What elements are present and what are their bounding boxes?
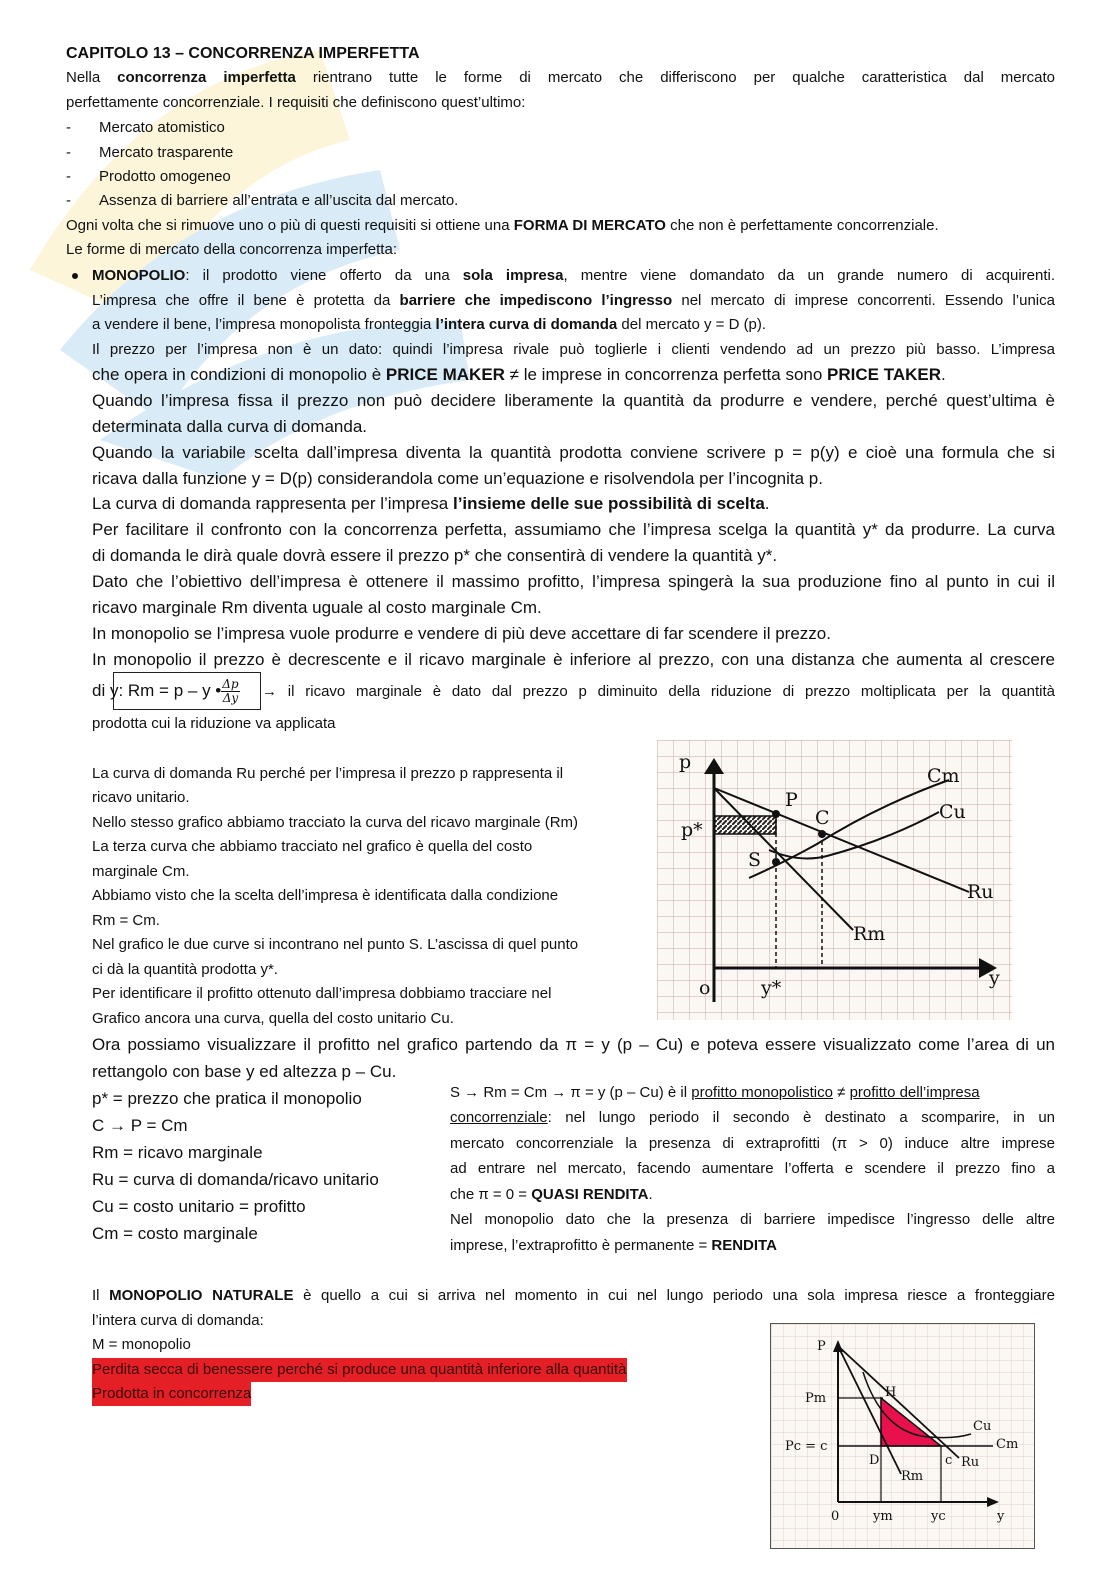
profit-box-line: che π = 0 = QUASI RENDITA.	[450, 1186, 653, 1203]
requirement-label: Mercato trasparente	[99, 144, 234, 161]
label-ym: ym	[873, 1509, 893, 1524]
graph-text-line: La terza curva che abbiamo tracciato nel grafico è quella del costo	[92, 838, 533, 855]
monopolio-line: prodotta cui la riduzione va applicata	[92, 715, 336, 732]
label-c: c	[945, 1453, 953, 1468]
label-origin: 0	[831, 1509, 840, 1524]
monopolio-line: ricavo marginale Rm diventa uguale al costo marginale Cm.	[92, 598, 542, 617]
monopolio-line: Quando la variabile scelta dall’impresa diventa la quantità prodotta conviene scrivere p = p(y) e cioè una formula che si	[92, 443, 1055, 462]
monopolio-line: In monopolio il prezzo è decrescente e il ricavo marginale è inferiore al prezzo, con una distanza che aumenta al crescere	[92, 650, 1055, 669]
requirement-label: Mercato atomistico	[99, 119, 225, 136]
label-point-p: P	[785, 789, 798, 811]
monopolio-line: In monopolio se l’impresa vuole produrre e vendere di più deve accettare di far scendere il prezzo.	[92, 624, 831, 643]
profit-line-1: Ora possiamo visualizzare il profitto nel grafico partendo da π = y (p – Cu) e poteva essere visualizzato come l’area di un	[92, 1035, 1055, 1054]
monopolio-line: che opera in condizioni di monopolio è PRICE MAKER ≠ le imprese in concorrenza perfetta sono PRICE TAKER.	[92, 365, 946, 384]
graph-text-line: ci dà la quantità prodotta y*.	[92, 961, 278, 978]
label-y-axis: y	[997, 1509, 1005, 1524]
deadweight-highlight: Prodotta in concorrenza	[92, 1382, 251, 1406]
natural-monopoly-line: Il MONOPOLIO NATURALE è quello a cui si arriva nel momento in cui nel lungo periodo una sola impresa riesce a fronteggiare	[92, 1287, 1055, 1304]
legend-item: Cm = costo marginale	[92, 1224, 258, 1243]
monopolio-line: a vendere il bene, l’impresa monopolista fronteggia l’intera curva di domanda del mercato y = D (p).	[92, 316, 767, 333]
deadweight-highlight: Perdita secca di benessere perché si produce una quantità inferiore alla quantità	[92, 1358, 627, 1382]
point-c	[818, 830, 826, 838]
graph-text-line: Nel grafico le due curve si incontrano nel punto S. L’ascissa di quel punto	[92, 936, 579, 953]
label-h: H	[885, 1385, 897, 1400]
label-point-s: S	[748, 849, 762, 871]
requirement-label: Prodotto omogeneo	[99, 168, 231, 185]
label-cu: Cu	[939, 801, 966, 823]
label-rm: Rm	[853, 923, 886, 945]
point-s	[772, 858, 780, 866]
profit-box-line: ad entrare nel mercato, facendo aumentare l’offerta e scendere il prezzo fino a	[450, 1160, 1055, 1177]
label-p-axis: P	[817, 1339, 826, 1354]
profit-box-line: mercato concorrenziale la presenza di extraprofitti (π > 0) induce altre imprese	[450, 1135, 1055, 1152]
label-point-c: C	[815, 807, 830, 829]
forms-intro: Le forme di mercato della concorrenza imperfetta:	[66, 241, 397, 258]
label-origin: o	[699, 977, 711, 999]
monopolio-line: Dato che l’obiettivo dell’impresa è ottenere il massimo profitto, l’impresa spingerà la sua produzione fino al punto in cui il	[92, 572, 1055, 591]
graph-text-line: Nello stesso grafico abbiamo tracciato la curva del ricavo marginale (Rm)	[92, 814, 579, 831]
label-ru: Ru	[961, 1455, 980, 1470]
formula-line: di y: Rm = p – y • $\frac{\Delta p}{\Delta y}$	[92, 677, 239, 705]
label-ystar: y*	[761, 977, 782, 999]
graph-text-line: marginale Cm.	[92, 863, 190, 880]
graph-text-line: Per identificare il profitto ottenuto dall’impresa dobbiamo tracciare nel	[92, 985, 552, 1002]
requirement-item: -	[66, 119, 71, 136]
graph-text-line: Abbiamo visto che la scelta dell’impresa è identificata dalla condizione	[92, 887, 559, 904]
legend-item: p* = prezzo che pratica il monopolio	[92, 1089, 362, 1108]
natural-monopoly-line: M = monopolio	[92, 1336, 191, 1353]
natural-monopoly-graph	[770, 1323, 1035, 1549]
label-p-axis: p	[679, 751, 692, 773]
monopolio-line: La curva di domanda rappresenta per l’impresa l’insieme delle sue possibilità di scelta.	[92, 494, 770, 513]
profit-box-line: imprese, l’extraprofitto è permanente = RENDITA	[450, 1237, 777, 1254]
requirement-item: -	[66, 144, 71, 161]
label-d: D	[869, 1453, 880, 1468]
label-rm: Rm	[901, 1469, 924, 1484]
label-pc: Pc = c	[785, 1439, 828, 1454]
graph-text-line: Rm = Cm.	[92, 912, 160, 929]
graph-text-line: La curva di domanda Ru perché per l’impresa il prezzo p rappresenta il	[92, 765, 564, 782]
label-cu: Cu	[973, 1419, 992, 1434]
point-p	[772, 810, 780, 818]
monopoly-graph	[657, 740, 1012, 1020]
monopolio-line: L’impresa che offre il bene è protetta da barriere che impediscono l’ingresso nel mercato di imprese concorrenti. Essendo l’unica	[92, 292, 1055, 309]
profit-box-line: concorrenziale: nel lungo periodo il secondo è destinato a scomparire, in un	[450, 1109, 1055, 1126]
legend-item: Cu = costo unitario = profitto	[92, 1197, 306, 1216]
label-yc: yc	[931, 1509, 946, 1524]
bullet-icon	[72, 273, 78, 279]
graph-text-line: ricavo unitario.	[92, 789, 190, 806]
label-cm: Cm	[927, 765, 960, 787]
profit-box-line: Nel monopolio dato che la presenza di barriere impedisce l’ingresso delle altre	[450, 1211, 1055, 1228]
label-y-axis: y	[989, 967, 1000, 989]
requirement-label: Assenza di barriere all’entrata e all’uscita dal mercato.	[99, 192, 459, 209]
form-line: Ogni volta che si rimuove uno o più di questi requisiti si ottiene una FORMA DI MERCATO che non è perfettamente concorrenziale.	[66, 217, 939, 234]
graph-text-line: Grafico ancora una curva, quella del costo unitario Cu.	[92, 1010, 454, 1027]
monopolio-line: ricava dalla funzione y = D(p) considerandola come un’equazione e risolvendola per l’incognita p.	[92, 469, 823, 488]
label-pm: Pm	[805, 1391, 827, 1406]
chapter-title: CAPITOLO 13 – CONCORRENZA IMPERFETTA	[66, 45, 420, 62]
profit-box-line: S → Rm = Cm → π = y (p – Cu) è il profitto monopolistico ≠ profitto dell’impresa	[450, 1084, 980, 1101]
intro-line-1: Nella concorrenza imperfetta rientrano tutte le forme di mercato che differiscono per qualche caratteristica dal mercato	[66, 69, 1055, 86]
label-ru: Ru	[967, 881, 994, 903]
profit-line-2: rettangolo con base y ed altezza p – Cu.	[92, 1062, 397, 1081]
requirement-item: -	[66, 192, 71, 209]
requirement-item: -	[66, 168, 71, 185]
legend-item: Rm = ricavo marginale	[92, 1143, 263, 1162]
monopolio-line: determinata dalla curva di domanda.	[92, 417, 367, 436]
monopolio-line: di domanda le dirà quale dovrà essere il prezzo p* che consentirà di vendere la quantità y*.	[92, 546, 778, 565]
formula-explanation: → il ricavo marginale è dato dal prezzo p diminuito della riduzione di prezzo moltiplicata per la quantità	[262, 683, 1055, 700]
natural-monopoly-line: l’intera curva di domanda:	[92, 1312, 264, 1329]
monopolio-line: Il prezzo per l’impresa non è un dato: quindi l’impresa rivale può toglierle i clienti vendendo ad un prezzo più basso. L’impresa	[92, 341, 1055, 358]
legend-item: Ru = curva di domanda/ricavo unitario	[92, 1170, 379, 1189]
monopolio-line: Quando l’impresa fissa il prezzo non può decidere liberamente la quantità da produrre e vendere, perché quest’ultima è	[92, 391, 1055, 410]
monopolio-line: MONOPOLIO: il prodotto viene offerto da una sola impresa, mentre viene domandato da un grande numero di acquirenti.	[92, 267, 1056, 284]
label-cm: Cm	[996, 1437, 1019, 1452]
label-pstar: p*	[681, 819, 703, 841]
intro-line-2: perfettamente concorrenziale. I requisiti che definiscono quest’ultimo:	[66, 94, 526, 111]
delta-fraction: $\frac{\Delta p}{\Delta y}$	[222, 677, 239, 705]
legend-item: C → P = Cm	[92, 1116, 188, 1135]
monopolio-line: Per facilitare il confronto con la concorrenza perfetta, assumiamo che l’impresa scelga la quantità y* da produrre. La curva	[92, 520, 1055, 539]
